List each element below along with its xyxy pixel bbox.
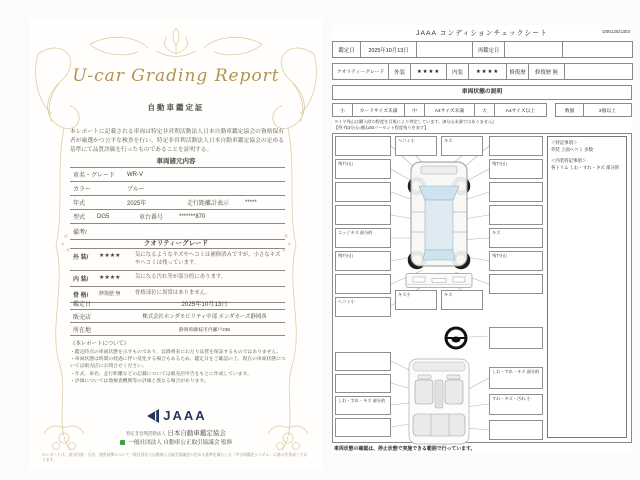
report-subtitle: 自動車鑑定証 <box>147 103 205 112</box>
spec-row-year <box>70 196 285 210</box>
grade-stars: ★★★★ <box>99 253 121 259</box>
spec-label: カラー <box>73 187 92 193</box>
about-item: ・年式、車名、走行距離などの記載については販売店申告をもとに作成しています。 <box>70 371 252 377</box>
damage-label-box <box>335 136 391 156</box>
empty-cell <box>563 42 633 58</box>
redate-value-cell <box>505 42 563 58</box>
spec-value: ***** <box>245 199 257 206</box>
info-label: 販売店 <box>73 314 92 321</box>
spec-value: ブルー <box>127 187 145 193</box>
damage-label-box: 残7分山 <box>489 251 543 271</box>
damage-label-box: キズ小 <box>395 290 437 310</box>
about-item: ・評価については他検査機関等の評価と異なる場合があります。 <box>70 378 209 384</box>
size-value-cell: A4サイズ未満 <box>425 104 475 117</box>
spec-label: 車名・グレード <box>73 173 116 179</box>
spec-value: WR-V <box>127 171 143 178</box>
report-title: U-car Grading Report <box>72 66 280 86</box>
organization-line-2 <box>30 438 322 446</box>
int-stars-cell: ★★★★ <box>469 64 507 80</box>
spec-label: 走行距離計表示 <box>187 201 230 207</box>
count-legend-table <box>555 103 632 117</box>
about-title: 《本レポートについて》 <box>70 341 130 347</box>
grading-report-certificate <box>30 18 322 470</box>
damage-label-box: キズ <box>441 290 483 310</box>
car-rear-view <box>393 272 485 290</box>
grade-mark: 修復歴 無 <box>99 291 121 298</box>
info-value: 静岡県藤枝市内瀬戸235 <box>178 327 231 333</box>
info-label: 鑑定日 <box>73 301 92 308</box>
spec-value: DG5 <box>97 213 110 220</box>
spec-section-title: 車両諸元内容 <box>156 158 196 165</box>
ext-stars-cell: ★★★★ <box>411 64 447 80</box>
steering-wheel-icon <box>443 325 469 351</box>
info-row-address <box>70 323 285 336</box>
size-legend <box>332 103 632 117</box>
car-top-view <box>393 160 485 270</box>
interior-label-box <box>335 352 391 371</box>
grade-table <box>70 248 285 303</box>
damage-label-box <box>489 274 543 294</box>
notes-line: 各トリム しわ・すれ・キズ 部分的 <box>551 164 620 170</box>
spec-label: 車台番号 <box>139 215 164 221</box>
grade-desc: 気になる汚れ等が部分的にあります。 <box>135 274 227 281</box>
certificate-footnote: ※レポートは、表示内容・方法、運用基準について一般社団法人自動車公正取引協議会の定める基準を満たした「中古車鑑定システム」に基づき作成しております。 <box>42 453 308 462</box>
damage-label-box <box>335 182 391 202</box>
info-row-date <box>70 297 285 310</box>
damage-label-box: ヘコミ小 <box>395 136 437 156</box>
org-name: 一般社団法人 自動車公正取引協議会 監修 <box>128 440 233 446</box>
repair-label-cell: 修復歴 <box>507 64 529 80</box>
car-interior-view <box>393 358 485 446</box>
vehicle-diagram-area <box>332 133 632 443</box>
interior-label-box <box>335 418 391 437</box>
damage-label-box: 残7分山 <box>489 159 543 179</box>
spec-value: 2025年 <box>127 201 147 207</box>
size-value-cell: 2個以上 <box>584 104 632 117</box>
jaaa-flag-icon <box>145 409 160 423</box>
org-prefix: 特定非営利活動法人 <box>126 431 166 436</box>
spec-row-name <box>70 168 285 182</box>
interior-label-box: しわ・すれ・キズ 部分的 <box>489 367 543 389</box>
grade-label: 外 装/ <box>73 255 89 261</box>
notes-line: 外装 上面ヘコミ 多数 <box>551 146 593 152</box>
report-info-rows <box>70 297 285 336</box>
info-value: 2025年10月13日 <box>181 300 228 308</box>
sheet-grade-table <box>332 63 633 80</box>
grade-row-exterior <box>70 249 285 271</box>
spec-label: 型式 <box>73 215 86 221</box>
info-row-dealer <box>70 310 285 323</box>
grade-label: 骨 格/ <box>73 293 89 300</box>
interior-label-box <box>489 420 543 440</box>
interior-label-box <box>489 327 543 349</box>
condition-check-sheet <box>332 25 632 453</box>
grade-desc: 気になるようなキズやヘコミは補修済みですが、小さなキズやヘコミは残っています。 <box>135 252 281 266</box>
grade-desc: 骨格部位に異常はありません。 <box>135 290 211 297</box>
damage-label-box: 残7分山 <box>335 159 391 179</box>
date-value-cell: 2025年10月13日 <box>361 42 417 58</box>
size-value-cell: A4サイズ以上 <box>495 104 547 117</box>
size-key-cell: 数個 <box>556 104 584 117</box>
about-item: ・車両状態は時間の経過に伴い変化する場合もあるため、鑑定日をご確認の上、現在の車両状態については販売店にお問合せください。 <box>70 357 286 370</box>
org-name: 日本自動車鑑定協会 <box>167 430 226 437</box>
about-section <box>70 340 286 385</box>
special-notes-box <box>547 136 627 438</box>
jaaa-logo-text: JAAA <box>163 408 207 423</box>
size-value-cell: カードサイズ未満 <box>353 104 405 117</box>
notes-title: ＜特記事項＞ <box>551 140 578 145</box>
damage-label-box <box>489 136 543 156</box>
interior-label-box <box>335 374 391 393</box>
damage-label-box: ヘコミ小 <box>335 297 391 317</box>
damage-label-box <box>335 205 391 225</box>
spec-label: 備考/ <box>73 230 87 236</box>
sheet-title: JAAA コンディションチェックシート <box>416 30 548 37</box>
sheet-doc-id: D05125/1303 <box>602 29 630 34</box>
grade-row-interior <box>70 271 285 287</box>
grade-section-title: クオリティーグレード <box>143 240 209 247</box>
info-label: 所在地 <box>73 327 92 334</box>
damage-label-box: キズ <box>441 136 483 156</box>
size-key-cell: 大 <box>475 104 495 117</box>
damage-label-box <box>489 205 543 225</box>
notes-title: ＜内装特記事項＞ <box>551 158 587 164</box>
damage-label-box <box>335 274 391 294</box>
info-value: 株式会社ホンダモビリティ中部 ホンダカーズ静岡西 <box>142 314 267 320</box>
damage-label-box: エッジキズ 部分的 <box>335 228 391 248</box>
section-title-bar: 車両状態の説明 <box>332 85 632 100</box>
damage-label-box <box>489 182 543 202</box>
grade-stars: ★★★★ <box>99 275 121 282</box>
damage-label-box: キズ <box>489 228 543 248</box>
damage-label-box: 残7分山 <box>335 251 391 271</box>
grade-label: 内 装/ <box>73 277 89 284</box>
organization-line-1 <box>30 428 322 437</box>
repair-value-cell: 修復歴 無 <box>529 64 565 80</box>
spec-table <box>70 167 285 240</box>
int-label-cell: 内装 <box>447 64 469 80</box>
sheet-bottom-note: 車両状態の確認は、停止状態で実施できる範囲で行っています。 <box>334 447 476 452</box>
ext-label-cell: 外装 <box>389 64 411 80</box>
spec-label: 年式 <box>73 201 86 207</box>
spec-value: *******870 <box>179 213 206 220</box>
empty-cell <box>565 64 633 80</box>
size-legend-table <box>332 103 547 117</box>
report-intro: 本レポートに記載される車両は特定非営利活動法人日本自動車鑑定協会の資格保有者が厳選かつ公平な検査を行い、特定非営利活動法人日本自動車鑑定協会の定める基準にて品質評価を行ったものであることを証明する。 <box>70 129 284 154</box>
empty-cell <box>417 42 473 58</box>
size-key-cell: 中 <box>405 104 425 117</box>
tire-note-line2: 【例 残3分山=概ね50パーセント程度残りを表す】 <box>334 125 429 130</box>
tire-note-line1: タイヤ残山は購入時の程度を目視により判定しています。(5分山未満ではありません) <box>334 119 494 124</box>
date-label-cell: 鑑定日 <box>333 42 361 58</box>
grade-label-cell: クオリティーグレード <box>333 64 389 80</box>
jaaa-logo <box>30 408 322 423</box>
fair-trade-stamp-icon <box>120 440 125 445</box>
spec-row-color <box>70 182 285 196</box>
redate-label-cell: 再鑑定日 <box>473 42 505 58</box>
interior-label-box: すれ・キズ・汚れ 小 <box>489 394 543 415</box>
interior-label-box: しわ・すれ・キズ 部分的 <box>335 396 391 415</box>
spec-row-model <box>70 210 285 224</box>
about-item: ・鑑定時点の車両状態を示すものであり、以降将来にわたり品質を保証するものではありません。 <box>70 350 282 356</box>
sheet-date-table <box>332 41 633 58</box>
size-key-cell: 小 <box>333 104 353 117</box>
